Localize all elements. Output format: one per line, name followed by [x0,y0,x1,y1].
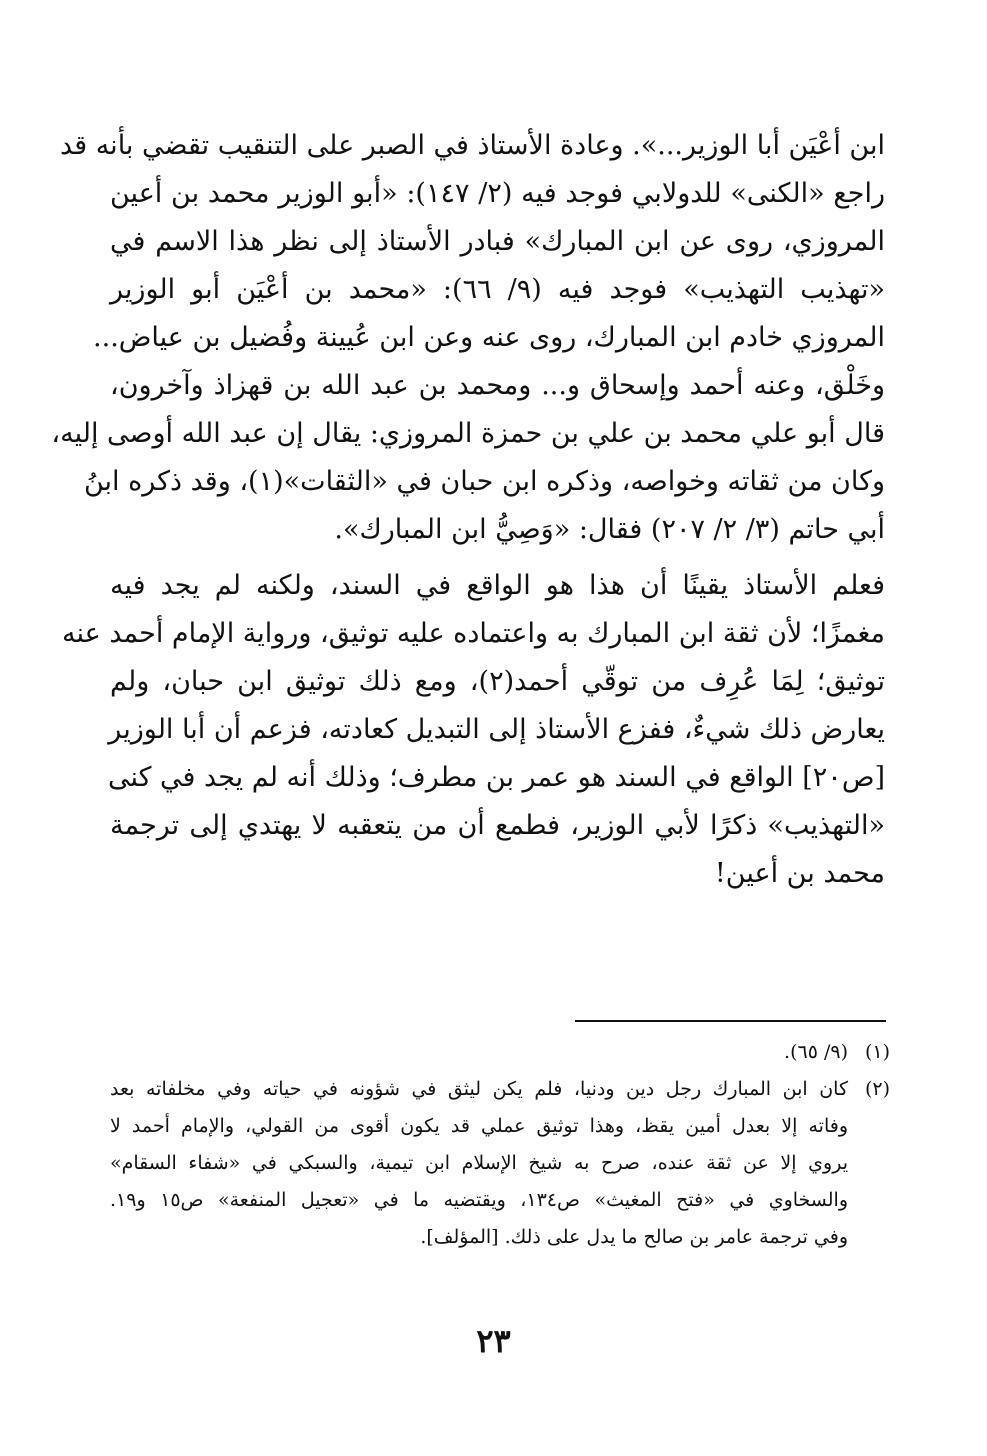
text-line: فعلم الأستاذ يقينًا أن هذا هو الواقع في السند، ولكنه لم يجد فيه [110,570,885,601]
footnote-number: (١) [864,1041,890,1063]
footnote-line: والسخاوي في «فتح المغيث» ص١٣٤، ويقتضيه ما في «تعجيل المنفعة» ص١٥ و١٩. [110,1189,849,1211]
footnote-number: (٢) [864,1078,890,1100]
text-line: [ص٢٠] الواقع في السند هو عمر بن مطرف؛ وذلك أنه لم يجد في كنى [107,762,885,793]
text-line: «تهذيب التهذيب» فوجد فيه (٩/ ٦٦): «محمد بن أعْيَن أبو الوزير [110,274,885,305]
text-line: وكان من ثقاته وخواصه، وذكره ابن حبان في «الثقات»(١)، وقد ذكره ابنُ [83,466,885,497]
text-line: راجع «الكنى» للدولابي فوجد فيه (٢/ ١٤٧): «أبو الوزير محمد بن أعين [110,178,885,209]
text-line: أبي حاتم (٣/ ٢/ ٢٠٧) فقال: «وَصِيُّ ابن المبارك». [334,514,885,545]
footnote-line: يروي إلا عن ثقة عنده، صرح به شيخ الإسلام ابن تيمية، والسبكي في «شفاء السقام» [110,1152,848,1174]
text-line: قال أبو علي محمد بن علي بن حمزة المروزي: يقال إن عبد الله أوصى إليه، [51,418,885,449]
text-line: المروزي، روى عن ابن المبارك» فبادر الأستاذ إلى نظر هذا الاسم في [110,226,885,257]
text-line: «التهذيب» ذكرًا لأبي الوزير، فطمع أن من يتعقبه لا يهتدي إلى ترجمة [110,810,885,841]
text-line: توثيق؛ لِمَا عُرِف من توقّي أحمد(٢)، ومع ذلك توثيق ابن حبان، ولم [110,666,885,697]
text-line: يعارض ذلك شيءٌ، ففزع الأستاذ إلى التبديل كعادته، فزعم أن أبا الوزير [108,714,885,745]
text-line: محمد بن أعين! [714,858,885,889]
text-line: المروزي خادم ابن المبارك، روى عنه وعن ابن عُيينة وفُضيل بن عياض... [93,322,885,353]
text-line: ابن أعْيَن أبا الوزير...». وعادة الأستاذ في الصبر على التنقيب تقضي بأنه قد [60,130,885,161]
footnote-line: وفاته إلا بعدل أمين يقظ، وهذا توثيق عملي قد يكون أقوى من القولي، والإمام أحمد لا [110,1115,848,1137]
paragraph-2 [62,562,885,898]
footnote-line: وفي ترجمة عامر بن صالح ما يدل على ذلك. [المؤلف]. [420,1226,848,1248]
paragraph-1 [51,122,885,554]
footnote-1 [110,1034,890,1071]
page-number: ٢٣ [476,1322,511,1360]
footnote-line: كان ابن المبارك رجل دين ودنيا، فلم يكن ليثق في شؤونه في حياته وفي مخلفاته بعد [110,1078,848,1100]
footnotes [110,1034,890,1256]
footnote-2 [110,1071,890,1256]
text-line: مغمزًا؛ لأن ثقة ابن المبارك به واعتماده عليه توثيق، ورواية الإمام أحمد عنه [62,618,885,649]
text-line: وخَلْق، وعنه أحمد وإسحاق و... ومحمد بن عبد الله بن قهزاذ وآخرون، [110,370,885,401]
main-text [51,122,885,898]
footnote-line: (٩/ ٦٥). [784,1041,848,1063]
footnote-separator [575,1020,886,1022]
